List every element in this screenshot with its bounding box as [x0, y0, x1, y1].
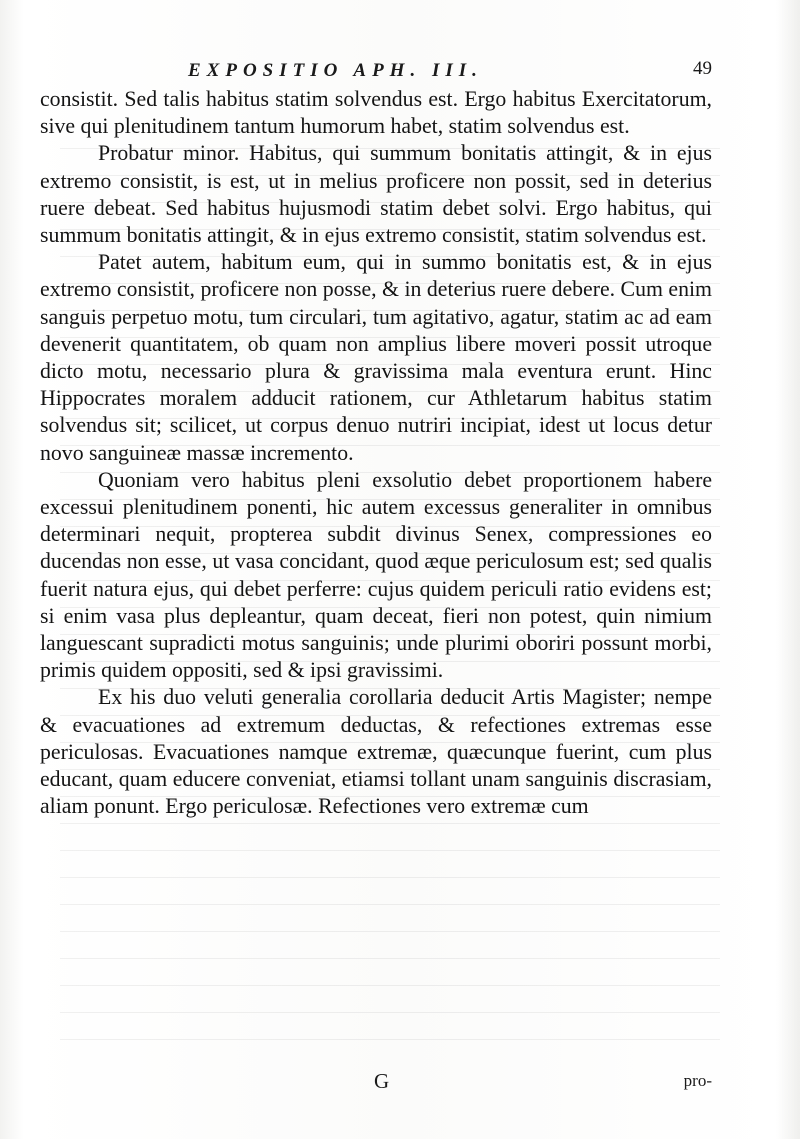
running-title: EXPOSITIO APH. III. — [188, 60, 483, 81]
paragraph-2: Probatur minor. Habitus, qui summum bonitatis attingit, & in ejus extremo consistit, is est, ut in melius proficere non possit, sed in deterius ruere debeat. Sed habitus hujusmodi statim debet solvi. Ergo habitus, qui summum bonitatis attingit, & in ejus extremo consistit, statim solvendus est. — [40, 141, 712, 248]
paragraph-1: consistit. Sed talis habitus statim solvendus est. Ergo habitus Exercitatorum, sive qui plenitudinem tantum humorum habet, statim solvendus est. — [40, 87, 712, 139]
signature-mark: G — [374, 1069, 390, 1093]
catchword: pro- — [683, 1071, 712, 1090]
body-text — [40, 86, 712, 820]
paragraph-3: Patet autem, habitum eum, qui in summo bonitatis est, & in ejus extremo consistit, proficere non posse, & in deterius ruere debere. Cum enim sanguis perpetuo motu, tum circulari, tum agitativo, agatur, statim ac ad eam devenerit quantitatem, ob quam non amplius libere moveri possit utroque dicto motu, necessario plura & gravissima mala eventura erunt. Hinc Hippocrates moralem adducit rationem, cur Athletarum habitus statim solvendus sit; scilicet, ut corpus denuo nutriri incipiat, idest ut locus detur novo sanguineæ massæ incremento. — [40, 250, 712, 465]
paragraph-4: Quoniam vero habitus pleni exsolutio debet proportionem habere excessui plenitudinem ponenti, hic autem excessus generaliter in omnibus determinari nequit, propterea subdit divinus Senex, compressiones eo ducendas non esse, ut vasa concidant, quod æque periculosum est; sed qualis fuerit natura ejus, qui debet perferre: cujus quidem periculi ratio evidens est; si enim vasa plus depleantur, quam deceat, fieri non potest, quin nimium languescant supradicti motus sanguinis; unde plurimi oboriri possunt morbi, primis quidem oppositi, sed & ipsi gravissimi. — [40, 467, 712, 683]
page-number: 49 — [693, 58, 712, 79]
page-header — [40, 60, 712, 86]
paragraph-5: Ex his duo veluti generalia corollaria deducit Artis Magister; nempe & evacuationes ad extremum deductas, & refectiones extremas esse periculosas. Evacuationes namque extremæ, quæcunque fuerint, cum plus educant, quam educere conveniat, etiamsi tollant unam sanguinis discrasiam, aliam ponunt. Ergo periculosæ. Refectiones vero extremæ cum — [40, 685, 712, 819]
page-footer — [40, 1069, 712, 1099]
